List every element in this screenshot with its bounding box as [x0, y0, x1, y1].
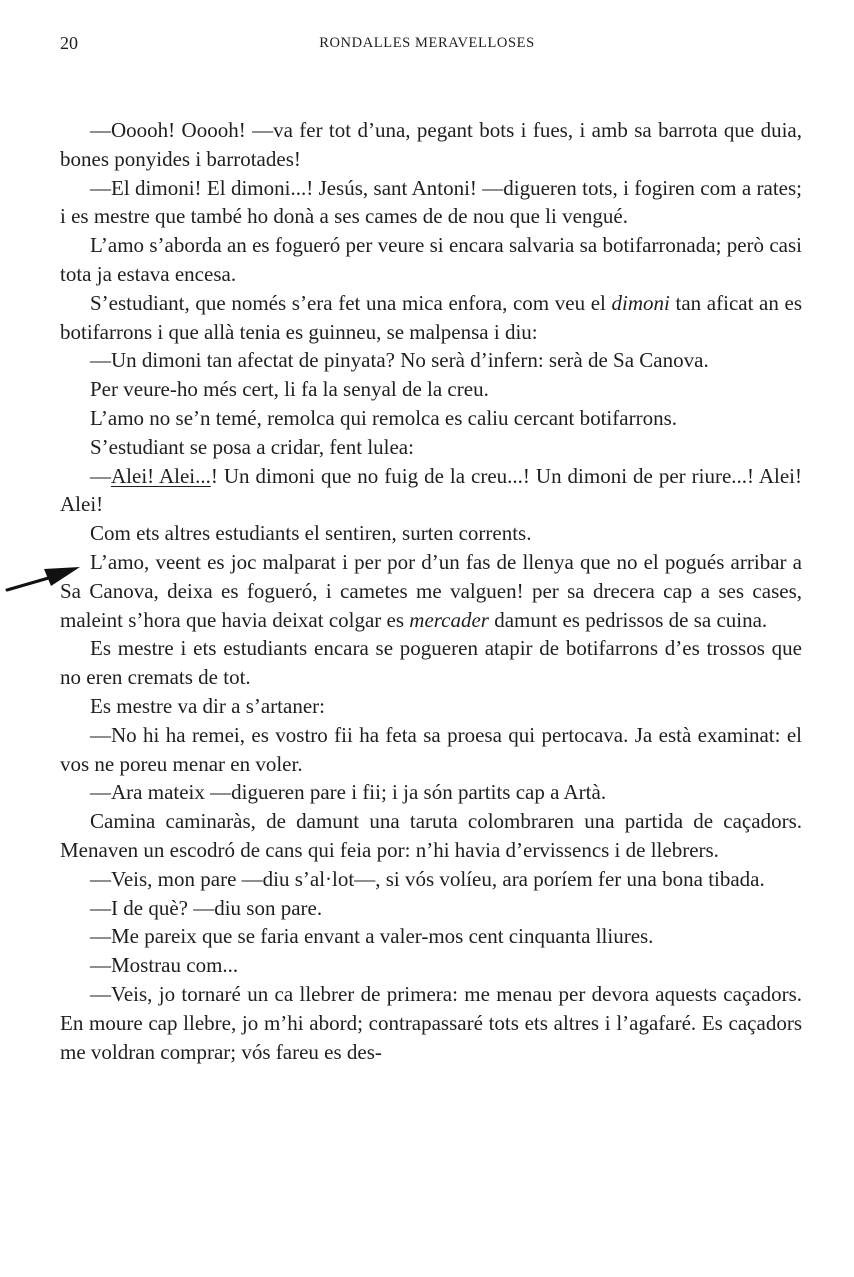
- paragraph: —Veis, jo tornaré un ca llebrer de primera: me menau per devora aquests caçadors. En moure cap llebre, jo m’hi abord; contrapassaré tots ets altres i l’agafaré. Es caçadors me voldran comprar; vós fareu es des-: [60, 981, 802, 1064]
- italic-word: mercader: [409, 607, 489, 632]
- paragraph: S’estudiant se posa a cridar, fent lulea:: [90, 434, 414, 459]
- underlined-phrase: Alei! Alei...: [111, 463, 211, 488]
- paragraph: Es mestre va dir a s’artaner:: [90, 693, 325, 718]
- paragraph: L’amo no se’n temé, remolca qui remolca es caliu cercant botifarrons.: [90, 405, 677, 430]
- paragraph: Com ets altres estudiants el sentiren, surten corrents.: [90, 521, 532, 546]
- paragraph: L’amo, veent es joc malparat i per por d’un fas de llenya que no el pogués arribar a Sa Canova, deixa es fogueró, i cametes me valguen! per sa drecera cap a ses cases, maleint s’hora que havia deixat colgar es mercader damunt es pedrissos de sa cuina.: [60, 549, 802, 632]
- paragraph: Per veure-ho més cert, li fa la senyal de la creu.: [90, 377, 489, 402]
- paragraph: —El dimoni! El dimoni...! Jesús, sant Antoni! —digueren tots, i fogiren com a rates; i es mestre que també ho donà a ses cames de de nou que li vengué.: [60, 175, 802, 229]
- paragraph: S’estudiant, que només s’era fet una mica enfora, com veu el dimoni tan aficat an es botifarrons i que allà tenia es guinneu, se malpensa i diu:: [60, 290, 803, 344]
- paragraph: —Mostrau com...: [90, 953, 239, 978]
- paragraph: —Un dimoni tan afectat de pinyata? No serà d’infern: serà de Sa Canova.: [90, 348, 709, 373]
- book-title: RONDALLES MERAVELLOSES: [319, 35, 535, 51]
- paragraph: Camina caminaràs, de damunt una taruta colombraren una partida de caçadors. Menaven un escodró de cans qui feia por: n’hi havia d’ervissencs i de llebrers.: [60, 809, 802, 862]
- paragraph: —No hi ha remei, es vostro fii ha feta sa proesa qui pertocava. Ja està examinat: el vos ne poreu menar en voler.: [60, 722, 802, 776]
- page-number: 20: [60, 33, 78, 53]
- paragraph: —Ara mateix —digueren pare i fii; i ja són partits cap a Artà.: [90, 780, 607, 805]
- italic-word: dimoni: [611, 290, 670, 315]
- paragraph: Es mestre i ets estudiants encara se pogueren atapir de botifarrons d’es trossos que no eren cremats de tot.: [60, 636, 802, 690]
- paragraph: —I de què? —diu son pare.: [90, 895, 323, 920]
- paragraph: —Veis, mon pare —diu s’al·lot—, si vós volíeu, ara poríem fer una bona tibada.: [90, 866, 765, 891]
- paragraph: L’amo s’aborda an es fogueró per veure si encara salvaria sa botifarronada; però casi tota ja estava encesa.: [60, 233, 802, 286]
- paragraph: —Ooooh! Ooooh! —va fer tot d’una, pegant bots i fues, i amb sa barrota que duia, bones ponyides i barrotades!: [60, 118, 802, 171]
- text-block: [60, 116, 802, 1066]
- running-head: [60, 33, 794, 57]
- annotation-arrow-icon: [4, 562, 84, 596]
- paragraph: —Alei! Alei...! Un dimoni que no fuig de la creu...! Un dimoni de per riure...! Alei! Alei!: [60, 463, 803, 517]
- paragraph: —Me pareix que se faria envant a valer-mos cent cinquanta lliures.: [90, 924, 654, 949]
